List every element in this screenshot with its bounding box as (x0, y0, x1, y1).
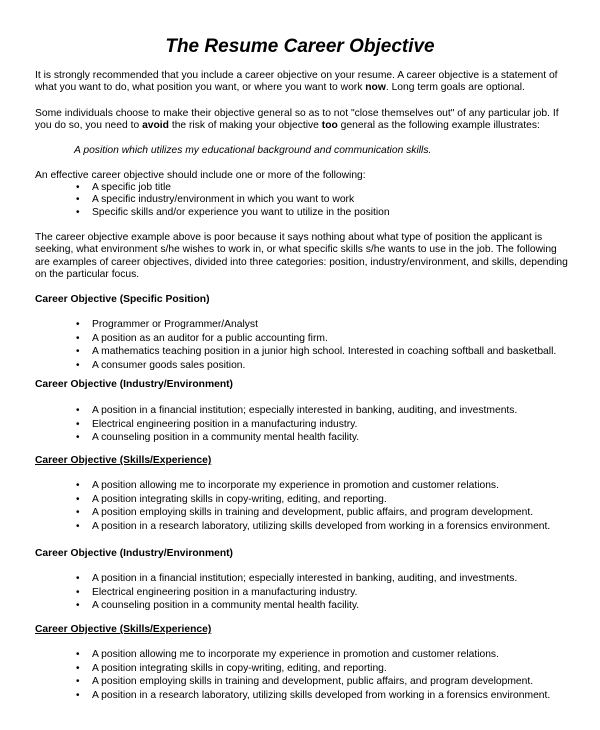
list-item-text: A position allowing me to incorporate my experience in promotion and customer relations. (92, 649, 499, 660)
intro-p2-text-2: the risk of making your objective (168, 120, 322, 132)
bullet-icon: • (76, 182, 80, 193)
list-item (76, 675, 596, 689)
list-item-text: Electrical engineering position in a manufacturing industry. (92, 586, 358, 598)
bullet-icon: • (76, 346, 80, 357)
list-item-text: A mathematics teaching position in a junior high school. Interested in coaching softball and basketball. (92, 346, 557, 357)
section-heading-industry-environment: Career Objective (Industry/Environment) (35, 379, 233, 390)
bullet-icon: • (76, 573, 80, 584)
section-list-industry-environment-2 (76, 572, 596, 613)
list-item (76, 345, 596, 359)
bullet-icon: • (76, 359, 80, 371)
list-item-text: A position in a financial institution; especially interested in banking, auditing, and investments. (92, 573, 518, 584)
list-item (76, 689, 596, 703)
list-item-text: A specific job title (92, 182, 171, 193)
list-item-text: Electrical engineering position in a manufacturing industry. (92, 418, 358, 430)
list-item (76, 207, 596, 219)
list-item-text: A position in a financial institution; especially interested in banking, auditing, and investments. (92, 405, 518, 416)
section-list-specific-position (76, 318, 596, 372)
list-item-text: A position in a research laboratory, utilizing skills developed from working in a forensics environment. (92, 520, 551, 532)
list-item-text: Specific skills and/or experience you want to utilize in the position (92, 206, 390, 218)
list-item (76, 404, 596, 418)
bullet-icon: • (76, 405, 80, 416)
bullet-icon: • (76, 493, 80, 505)
intro-p2-bold-2: too (321, 120, 338, 132)
list-item-text: A counseling position in a community mental health facility. (92, 432, 360, 443)
list-item (76, 194, 596, 206)
list-item-text: A position integrating skills in copy-writing, editing, and reporting. (92, 662, 387, 674)
bullet-icon: • (76, 676, 80, 687)
list-item-text: A position as an auditor for a public accounting firm. (92, 332, 328, 344)
bullet-icon: • (76, 586, 80, 598)
bullet-icon: • (76, 480, 80, 491)
section-heading-specific-position: Career Objective (Specific Position) (35, 294, 210, 305)
list-item (76, 506, 596, 520)
bullet-icon: • (76, 418, 80, 430)
list-item (76, 479, 596, 493)
example-objective: A position which utilizes my educational background and communication skills. (74, 145, 432, 156)
objective-criteria-list (76, 182, 596, 219)
bullet-icon: • (76, 600, 80, 611)
list-item (76, 648, 596, 662)
bullet-icon: • (76, 206, 80, 218)
bullet-icon: • (76, 432, 80, 443)
list-item-text: A position integrating skills in copy-writing, editing, and reporting. (92, 493, 387, 505)
list-item (76, 662, 596, 676)
list-item (76, 359, 596, 373)
intro-paragraph-1 (35, 70, 570, 95)
section-heading-skills-experience-2: Career Objective (Skills/Experience) (35, 624, 212, 635)
list-item-text: A position employing skills in training and development, public affairs, and program development. (92, 676, 534, 687)
list-item-text: A consumer goods sales position. (92, 359, 246, 371)
bullet-icon: • (76, 662, 80, 674)
bullet-icon: • (76, 689, 80, 701)
intro-paragraph-4: The career objective example above is poor because it says nothing about what type of position the applicant is seeking, what environment s/he wishes to work in, or what specific skills s/he wants to use in the job. The following are examples of career objectives, divided into three categories: position, industry/environment, and skills, depending on the particular focus. (35, 232, 568, 281)
intro-p2-text-1: Some individuals choose to make their objective general so as to not "close themselves out" of any particular job. If you do so, you need to (35, 108, 559, 132)
list-item (76, 332, 596, 346)
list-item (76, 418, 596, 432)
list-item (76, 431, 596, 445)
list-item (76, 599, 596, 613)
list-item-text: A specific industry/environment in which you want to work (92, 194, 355, 206)
bullet-icon: • (76, 649, 80, 660)
intro-p1-bold: now (365, 82, 386, 94)
page-title: The Resume Career Objective (165, 36, 435, 57)
intro-p2-text-3: general as the following example illustrates: (337, 120, 540, 132)
list-item-text: A position employing skills in training and development, public affairs, and program development. (92, 507, 534, 518)
section-list-skills-experience-2 (76, 648, 596, 702)
bullet-icon: • (76, 332, 80, 344)
intro-paragraph-2 (35, 108, 570, 133)
list-item (76, 182, 596, 194)
section-list-skills-experience (76, 479, 596, 533)
list-item-text: Programmer or Programmer/Analyst (92, 319, 258, 330)
section-heading-skills-experience: Career Objective (Skills/Experience) (35, 455, 212, 466)
section-heading-industry-environment-2: Career Objective (Industry/Environment) (35, 548, 233, 559)
bullet-icon: • (76, 507, 80, 518)
list-item-text: A counseling position in a community mental health facility. (92, 600, 360, 611)
intro-p2-bold-1: avoid (142, 120, 169, 132)
section-list-industry-environment (76, 404, 596, 445)
intro-p1-tail: . Long term goals are optional. (385, 82, 525, 94)
bullet-icon: • (76, 319, 80, 330)
list-item-text: A position allowing me to incorporate my experience in promotion and customer relations. (92, 480, 499, 491)
bullet-icon: • (76, 520, 80, 532)
list-item-text: A position in a research laboratory, utilizing skills developed from working in a forensics environment. (92, 689, 551, 701)
intro-p1-text: It is strongly recommended that you include a career objective on your resume. A career objective is a statement of what you want to do, what position you want, or where you want to work (35, 70, 558, 94)
bullet-icon: • (76, 194, 80, 206)
list-item (76, 318, 596, 332)
list-item (76, 493, 596, 507)
list-item (76, 572, 596, 586)
intro-paragraph-3: An effective career objective should include one or more of the following: (35, 170, 366, 181)
list-item (76, 586, 596, 600)
list-item (76, 520, 596, 534)
